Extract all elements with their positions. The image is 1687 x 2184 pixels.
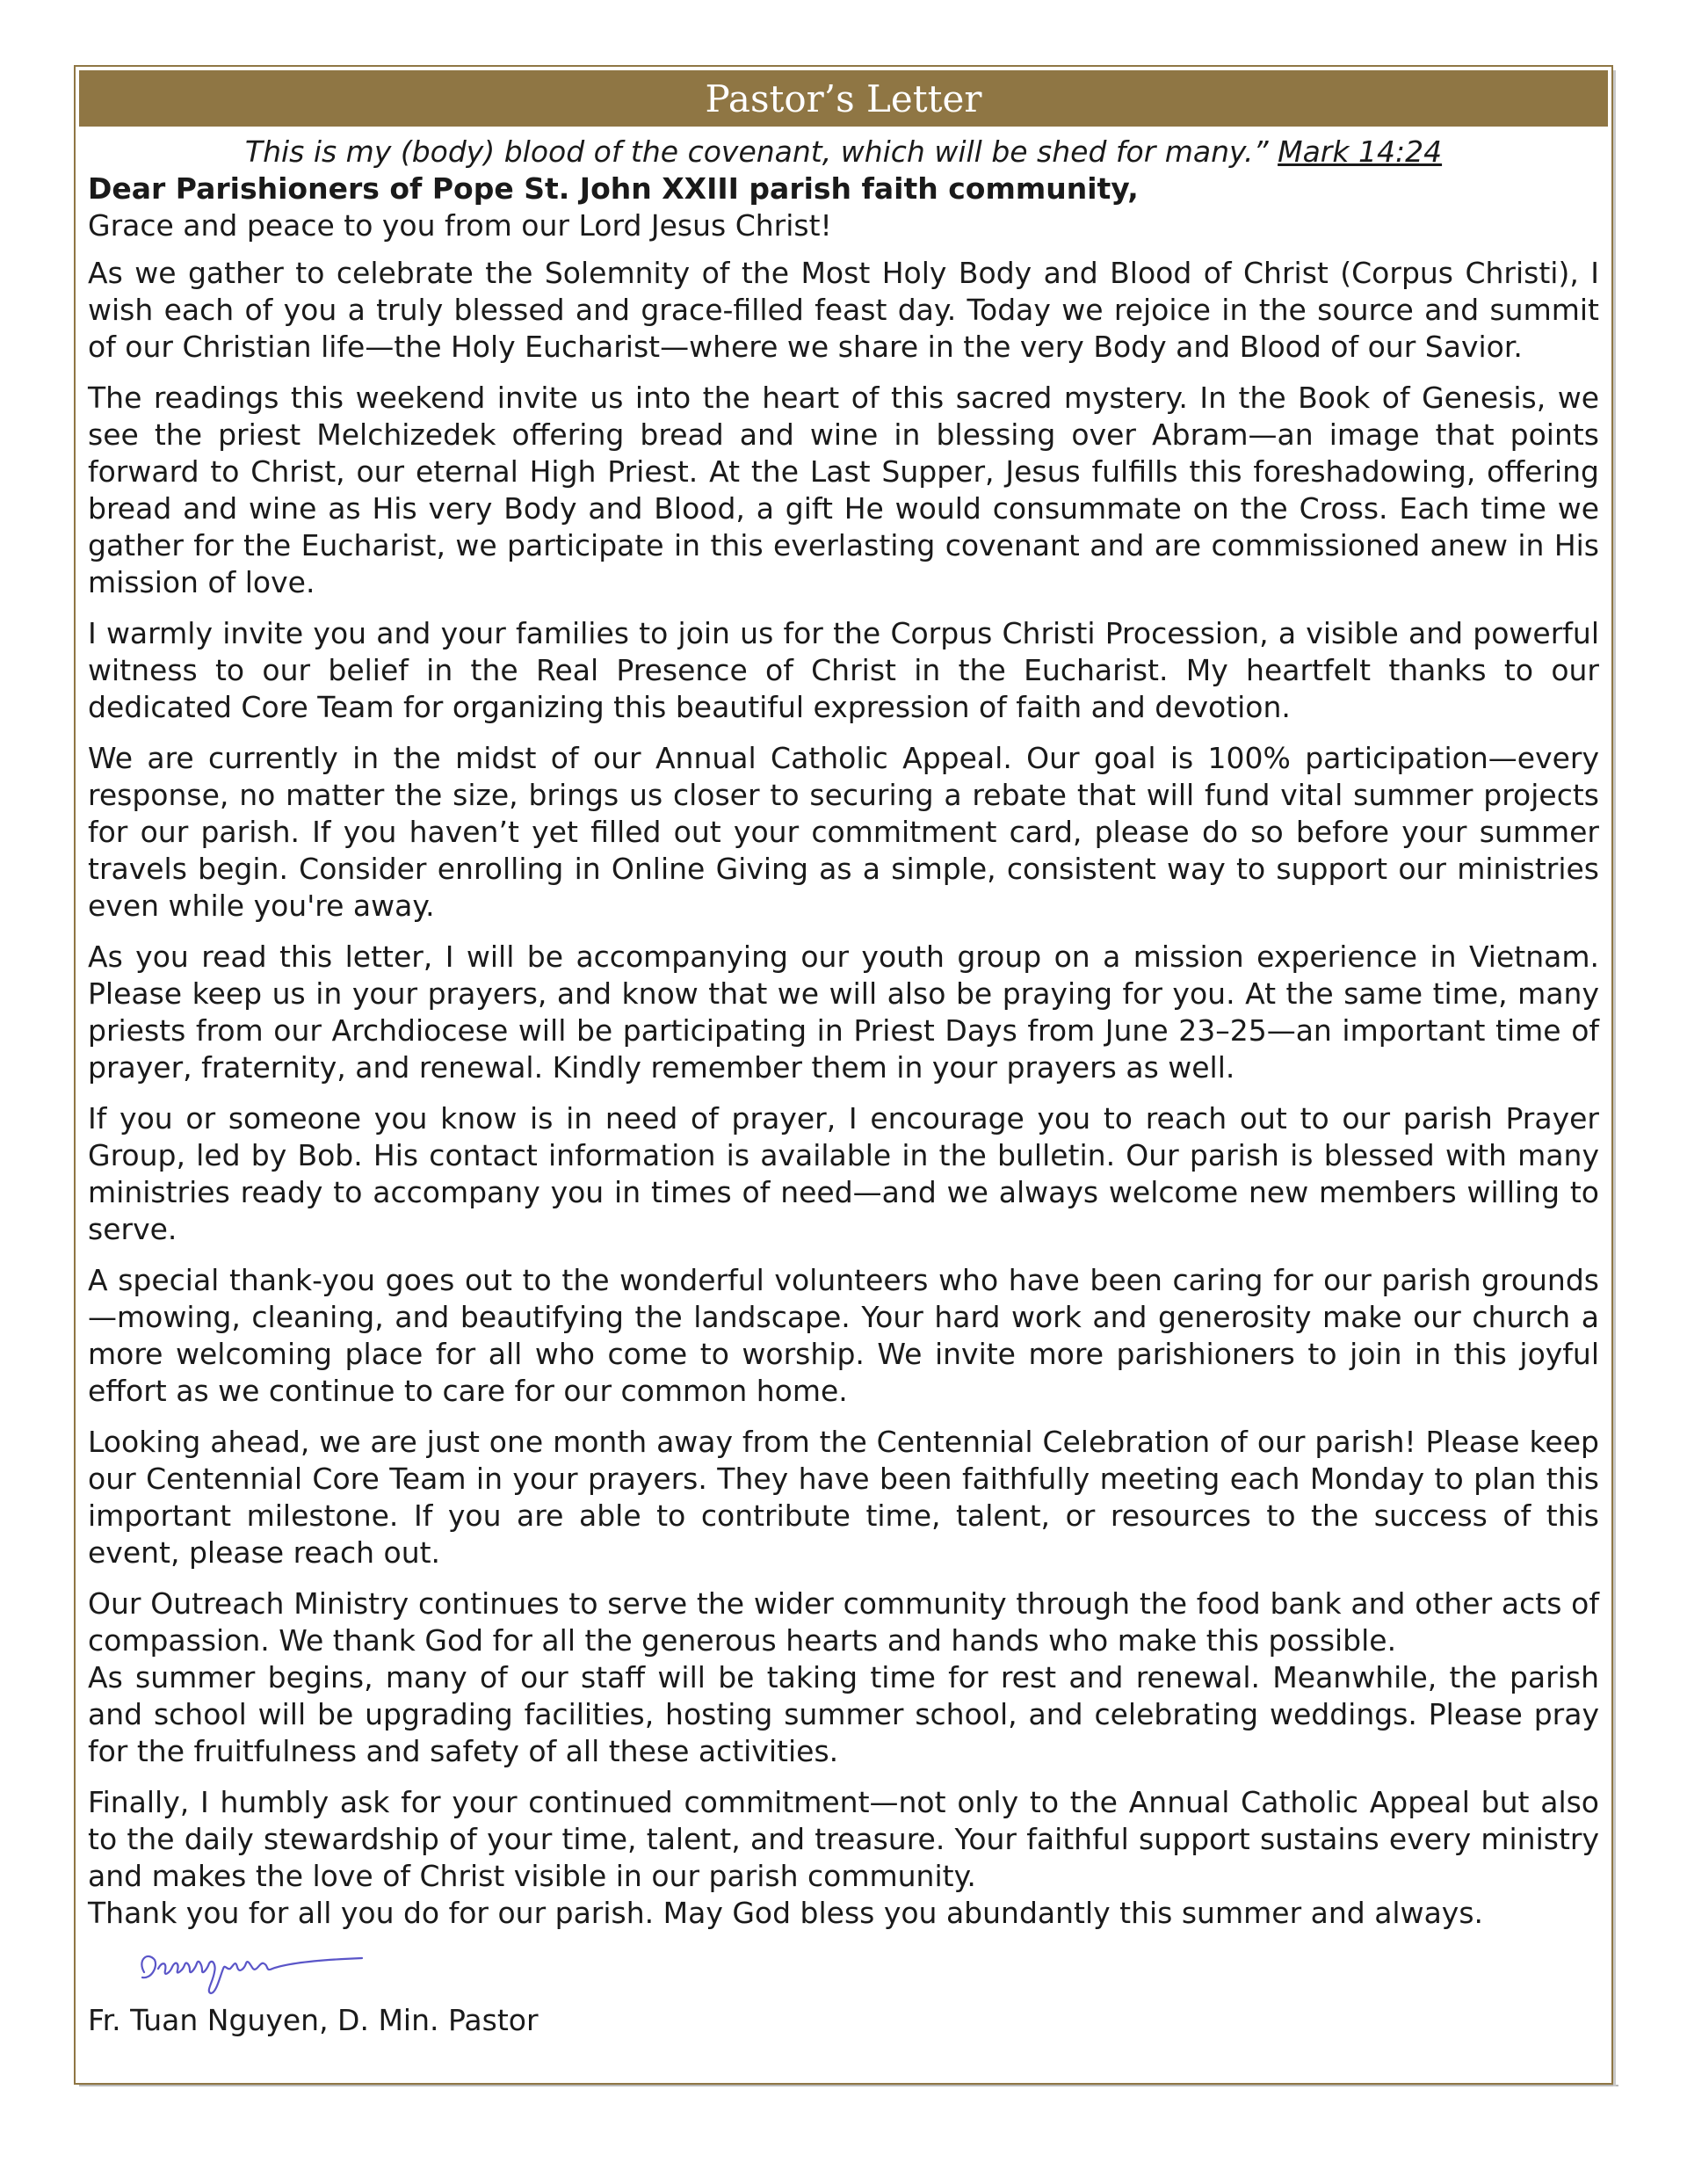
frame-shadow-right: [1613, 70, 1616, 2086]
paragraph-outreach: Our Outreach Ministry continues to serve the wider community through the food bank and other acts of compassion. We thank God for all the generous hearts and hands who make this possible.: [88, 1586, 1599, 1658]
pastor-name: Fr. Tuan Nguyen, D. Min. Pastor: [88, 2003, 539, 2037]
signature-image: [132, 1932, 1599, 2002]
paragraph-summer: As summer begins, many of our staff will be taking time for rest and renewal. Meanwhile, the parish and school will be upgrading facilities, hosting summer school, and celebrating weddings. Please pray for the fruitfulness and safety of all these activities.: [88, 1660, 1599, 1768]
letter-frame: [74, 65, 1613, 2085]
scripture-verse: [88, 134, 1599, 171]
paragraph-prayer-group: If you or someone you know is in need of prayer, I encourage you to reach out to our parish Prayer Group, led by Bob. His contact information is available in the bulletin. Our parish is blessed with many ministries ready to accompany you in times of need—and we always welcome new members willing to serve.: [88, 1101, 1599, 1246]
verse-text: This is my (body) blood of the covenant, which will be shed for many.”: [244, 134, 1269, 169]
paragraph-mission: As you read this letter, I will be accompanying our youth group on a mission experience in Vietnam. Please keep us in your prayers, and know that we will also be praying for you. At the same time, many priests from our Archdiocese will be participating in Priest Days from June 23–25—an important time of prayer, fraternity, and renewal. Kindly remember them in your prayers as well.: [88, 940, 1599, 1085]
section-title: Pastor’s Letter: [705, 76, 982, 120]
paragraph-centennial: Looking ahead, we are just one month away from the Centennial Celebration of our parish! Please keep our Centennial Core Team in your prayers. They have been faithfully meeting each Monday to plan this important milestone. If you are able to contribute time, talent, or resources to the success of this event, please reach out.: [88, 1425, 1599, 1570]
greeting: Grace and peace to you from our Lord Jesus Christ!: [88, 208, 832, 243]
frame-shadow-bottom: [79, 2085, 1618, 2086]
signature-icon: [132, 1942, 378, 2004]
paragraph-procession: I warmly invite you and your families to join us for the Corpus Christi Procession, a visible and powerful witness to our belief in the Real Presence of Christ in the Eucharist. My heartfelt thanks to our dedicated Core Team for organizing this beautiful expression of faith and devotion.: [88, 616, 1599, 724]
section-header: [79, 70, 1608, 127]
paragraph-corpus-christi: As we gather to celebrate the Solemnity of the Most Holy Body and Blood of Christ (Corpus Christi), I wish each of you a truly blessed and grace-filled feast day. Today we rejoice in the source and summit of our Christian life—the Holy Eucharist—where we share in the very Body and Blood of our Savior.: [88, 256, 1599, 364]
letter-body: [88, 134, 1599, 2039]
paragraph-volunteers: A special thank-you goes out to the wonderful volunteers who have been caring for our parish grounds—mowing, cleaning, and beautifying the landscape. Your hard work and generosity make our church a more welcoming place for all who come to worship. We invite more parishioners to join in this joyful effort as we continue to care for our common home.: [88, 1263, 1599, 1408]
closing-line: Thank you for all you do for our parish. May God bless you abundantly this summer and always.: [88, 1896, 1484, 1930]
paragraph-readings: The readings this weekend invite us into the heart of this sacred mystery. In the Book of Genesis, we see the priest Melchizedek offering bread and wine in blessing over Abram—an image that points forward to Christ, our eternal High Priest. At the Last Supper, Jesus fulfills this foreshadowing, offering bread and wine as His very Body and Blood, a gift He would consummate on the Cross. Each time we gather for the Eucharist, we participate in this everlasting covenant and are commissioned anew in His mission of love.: [88, 381, 1599, 599]
paragraph-appeal: We are currently in the midst of our Annual Catholic Appeal. Our goal is 100% participation—every response, no matter the size, brings us closer to securing a rebate that will fund vital summer projects for our parish. If you haven’t yet filled out your commitment card, please do so before your summer travels begin. Consider enrolling in Online Giving as a simple, consistent way to support our ministries even while you're away.: [88, 741, 1599, 923]
salutation: Dear Parishioners of Pope St. John XXIII parish faith community,: [88, 171, 1139, 206]
paragraph-stewardship: Finally, I humbly ask for your continued commitment—not only to the Annual Catholic Appeal but also to the daily stewardship of your time, talent, and treasure. Your faithful support sustains every ministry and makes the love of Christ visible in our parish community.: [88, 1785, 1599, 1893]
verse-reference: Mark 14:24: [1278, 134, 1443, 169]
